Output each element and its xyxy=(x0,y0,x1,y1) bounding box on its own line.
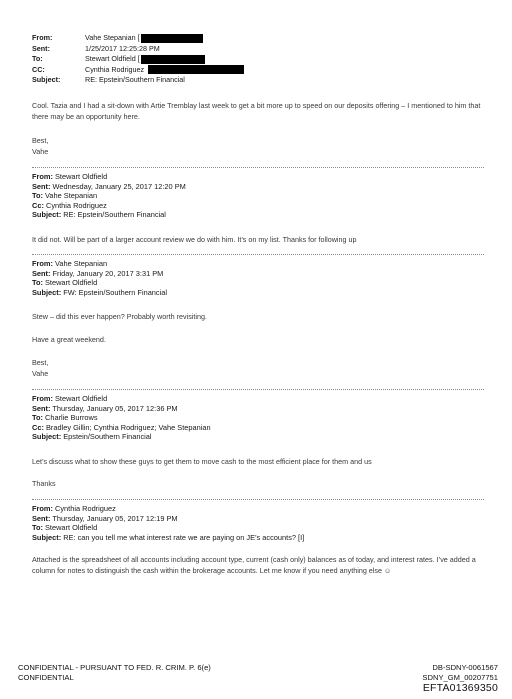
confidential-notice: CONFIDENTIAL - PURSUANT TO FED. R. CRIM. P. 6(e) xyxy=(18,663,211,672)
cc-label: CC: xyxy=(32,64,45,74)
separator-line xyxy=(32,254,484,255)
efta-number: EFTA01369350 xyxy=(422,682,498,694)
quoted-to: To: Stewart Oldfield xyxy=(32,523,98,533)
bates-number: DB-SDNY-0061567 xyxy=(432,663,498,672)
quoted-from: From: Cynthia Rodriguez xyxy=(32,504,116,513)
quoted-from: From: Stewart Oldfield xyxy=(32,394,108,403)
from-row xyxy=(32,33,244,44)
quoted-sent: Sent: Friday, January 20, 2017 3:31 PM xyxy=(32,268,164,278)
redaction-bar xyxy=(148,65,244,74)
from-label: From: xyxy=(32,33,53,42)
cc-value: Cynthia Rodriguez xyxy=(85,64,145,74)
bates-number: SDNY_GM_00207751 xyxy=(422,673,498,682)
quoted-from: From: Vahe Stepanian xyxy=(32,259,108,268)
sent-row xyxy=(32,44,244,55)
message-body: Attached is the spreadsheet of all accounts including account type, current (cash only) balances as of today, and interest rates. I’ve added a column for notes to distinguish the cash within the brokerage accounts. Let me know if you need anything else ☺ xyxy=(32,555,476,575)
subject-value: RE: Epstein/Southern Financial xyxy=(85,75,185,84)
message-body: Thanks xyxy=(32,479,56,488)
message-body: Let’s discuss what to show these guys to get them to move cash to the most efficient place for them and us xyxy=(32,457,372,466)
to-value: Stewart Oldfield [ xyxy=(85,54,140,63)
signature: Vahe xyxy=(32,369,49,378)
sent-value: 1/25/2017 12:25:28 PM xyxy=(85,43,160,53)
confidential-label: CONFIDENTIAL xyxy=(18,673,74,682)
quoted-sent: Sent: Thursday, January 05, 2017 12:19 PM xyxy=(32,513,178,523)
redaction-bar xyxy=(141,34,203,43)
quoted-sent: Sent: Thursday, January 05, 2017 12:36 PM xyxy=(32,403,178,413)
from-value: Vahe Stepanian [ xyxy=(85,33,140,42)
signoff: Best, xyxy=(32,358,49,367)
subject-label: Subject: xyxy=(32,75,61,84)
quoted-subject: Subject: RE: Epstein/Southern Financial xyxy=(32,210,166,220)
cc-row xyxy=(32,65,244,76)
quoted-header xyxy=(32,259,167,297)
quoted-cc: Cc: Bradley Gillin; Cynthia Rodriguez; Vahe Stepanian xyxy=(32,422,211,432)
message-body: Stew – did this ever happen? Probably worth revisiting. xyxy=(32,312,207,321)
quoted-to: To: Stewart Oldfield xyxy=(32,278,98,288)
quoted-subject: Subject: Epstein/Southern Financial xyxy=(32,432,152,442)
quoted-to: To: Vahe Stepanian xyxy=(32,191,98,201)
quoted-subject: Subject: FW: Epstein/Southern Financial xyxy=(32,287,168,297)
separator-line xyxy=(32,389,484,390)
quoted-header xyxy=(32,172,186,220)
quoted-cc: Cc: Cynthia Rodriguez xyxy=(32,200,107,210)
quoted-from: From: Stewart Oldfield xyxy=(32,172,108,181)
subject-row xyxy=(32,75,244,86)
separator-line xyxy=(32,167,484,168)
separator-line xyxy=(32,499,484,500)
quoted-to: To: Charlie Burrows xyxy=(32,413,98,423)
quoted-subject: Subject: RE: can you tell me what interest rate we are paying on JE’s accounts? [I] xyxy=(32,532,305,542)
quoted-header xyxy=(32,394,211,442)
message-body: Cool. Tazia and I had a sit-down with Artie Tremblay last week to get a bit more up to speed on our deposits offering – I mentioned to him that there may be an opportunity here. xyxy=(32,101,481,121)
signoff: Best, xyxy=(32,136,49,145)
to-label: To: xyxy=(32,54,43,63)
quoted-sent: Sent: Wednesday, January 25, 2017 12:20 PM xyxy=(32,181,186,191)
message-body: It did not. Will be part of a larger account review we do with him. It’s on my list. Thanks for following up xyxy=(32,235,357,244)
message-body: Have a great weekend. xyxy=(32,335,106,344)
quoted-header xyxy=(32,504,304,542)
to-row xyxy=(32,54,244,65)
sent-label: Sent: xyxy=(32,43,50,53)
signature: Vahe xyxy=(32,147,49,156)
email-header xyxy=(32,33,244,86)
redaction-bar xyxy=(141,55,205,64)
